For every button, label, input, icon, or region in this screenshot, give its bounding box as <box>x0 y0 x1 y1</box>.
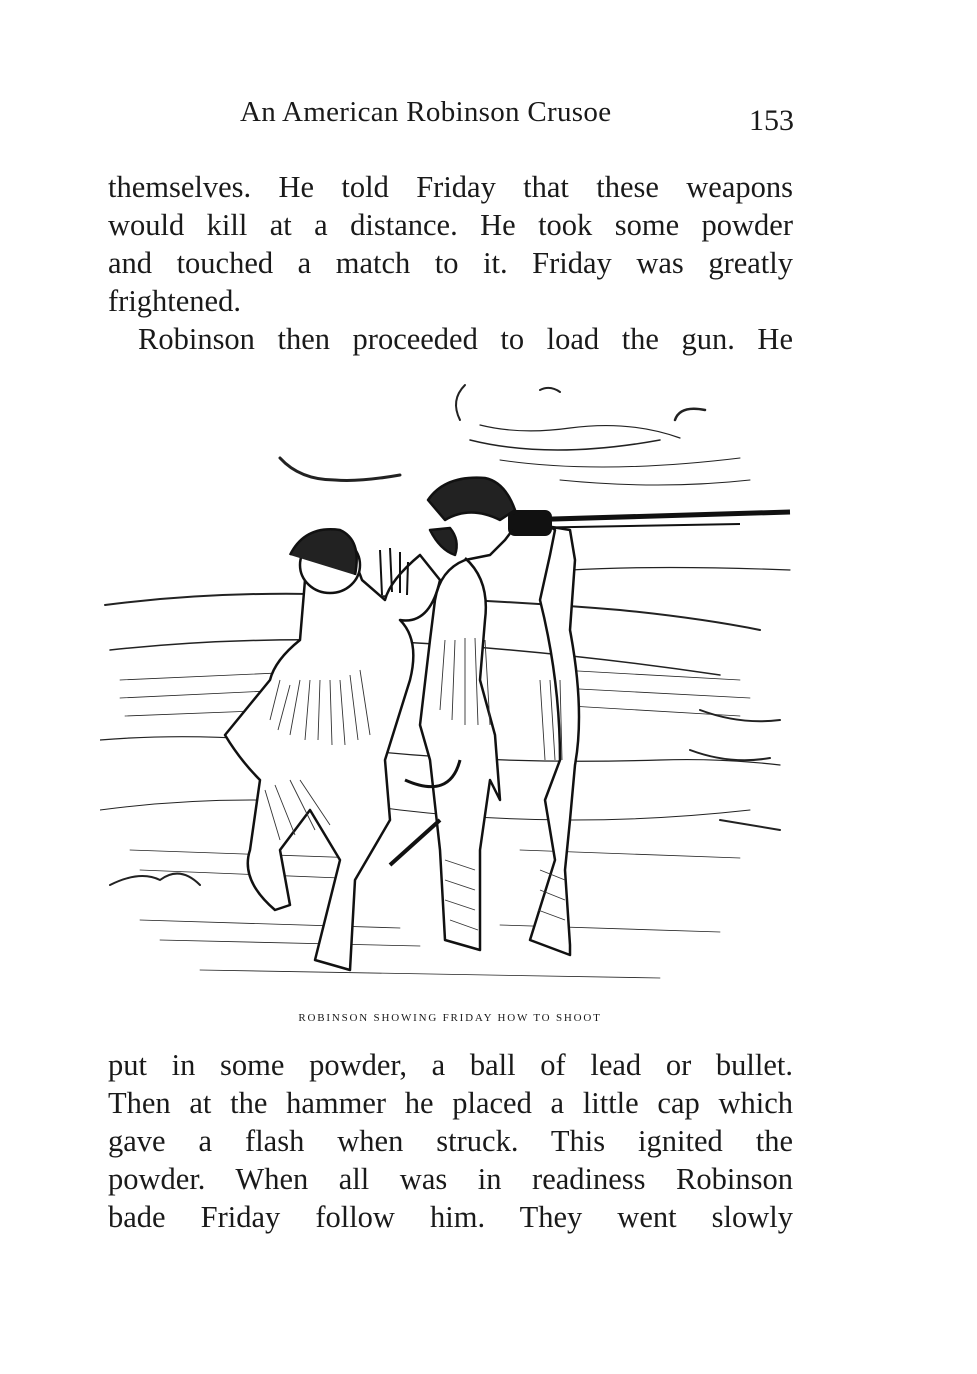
text-line: and touched a match to it. Friday was greatly <box>108 246 793 280</box>
text-line: frightened. <box>108 284 241 318</box>
text-line: powder. When all was in readiness Robinson <box>108 1162 793 1196</box>
text-line: gave a flash when struck. This ignited the <box>108 1124 793 1158</box>
text-line: put in some powder, a ball of lead or bullet. <box>108 1048 793 1082</box>
body-text-bottom <box>108 1046 793 1236</box>
running-title: An American Robinson Crusoe <box>240 96 612 128</box>
running-head <box>240 96 800 136</box>
illustration <box>100 380 800 1005</box>
text-line: would kill at a distance. He took some powder <box>108 208 793 242</box>
illustration-caption: ROBINSON SHOWING FRIDAY HOW TO SHOOT <box>298 1012 602 1024</box>
text-line: themselves. He told Friday that these weapons <box>108 170 793 204</box>
page-number: 153 <box>749 104 794 137</box>
text-line: Robinson then proceeded to load the gun. He <box>138 322 793 356</box>
body-text-top <box>108 168 793 358</box>
text-line: Then at the hammer he placed a little cap which <box>108 1086 793 1120</box>
engraving-robinson-and-friday-icon <box>100 380 800 1005</box>
text-line: bade Friday follow him. They went slowly <box>108 1200 793 1234</box>
